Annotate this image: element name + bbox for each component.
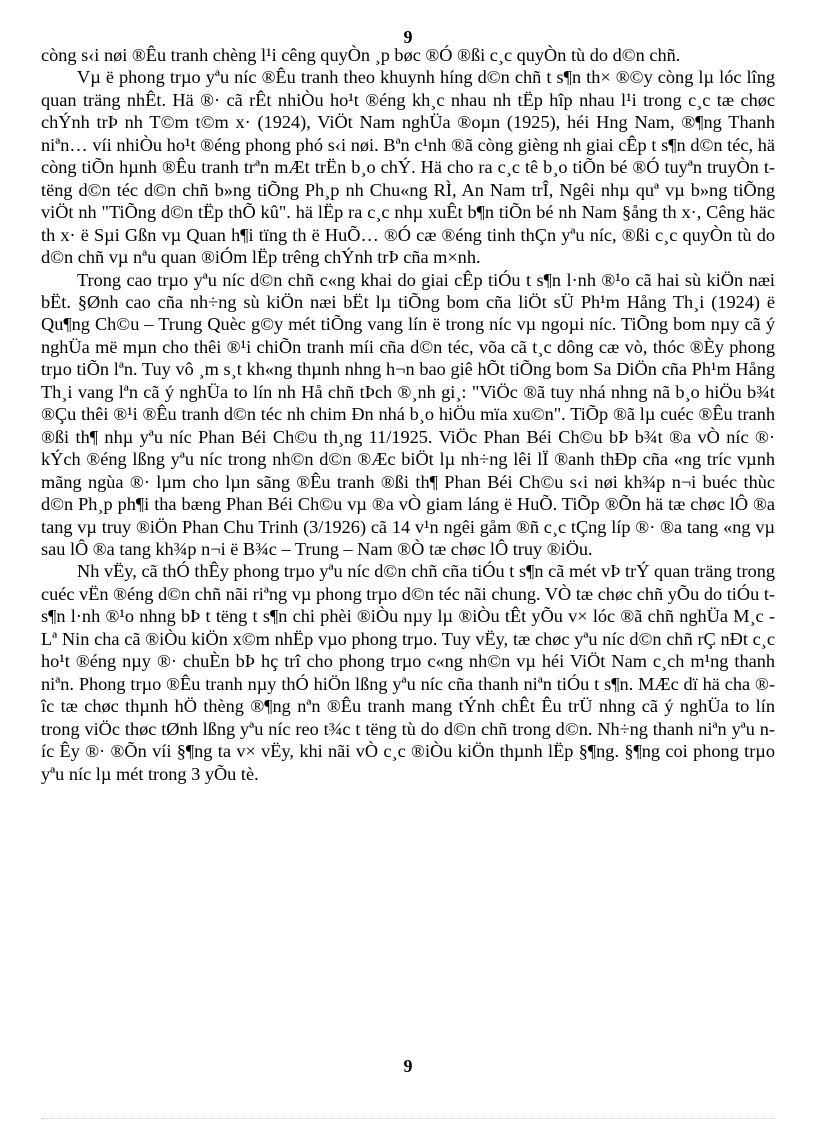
body-text	[41, 44, 775, 785]
page-number-bottom: 9	[403, 1056, 413, 1076]
paragraph-4: Nh vËy, cã thÓ thÊy phong trµo yªu níc d©n chñ cña tiÓu t s¶n cã mét vÞ trÝ quan träng trong cuéc vËn ®éng d©n chñ nãi riªng vµ phong trµo d©n téc nãi chung. VÒ tæ chøc chñ yÕu do tiÓu t s¶n l·nh ®¹o nhng bÞ t tëng t s¶n chi phèi ®iÒu nµy lµ ®iÒu tÊt yÕu v× lóc ®ã chñ nghÜa M¸c - Lª Nin cha cã ®iÒu kiÖn x©m nhËp vµo phong trµo. Tuy vËy, tæ chøc yªu níc d©n chñ rÇ nÐt c¸c ho¹t ®éng nµy ®· chuÈn bÞ hç trî cho phong trµo c«ng nh©n vµ héi ViÖt Nam c¸ch m¹ng thanh niªn. Phong trµo ®Êu tranh nµy thÓ hiÖn lßng yªu níc cña thanh niªn tiÓu t s¶n. MÆc dï hä cha ®îc tæ chøc thµnh hÖ thèng ®¶ng nªn ®Êu tranh mang tÝnh chÊt Êu trÜ nhng cã ý nghÜa to lín trong viÖc thøc tØnh lßng yªu níc reo t¾c t tëng tù do d©n chñ trong d©n. Nh÷ng thanh niªn yªu níc Êy ®· ®Õn víi §¶ng ta v× vËy, khi nãi vÒ c¸c ®iÒu kiÖn thµnh lËp §¶ng. §¶ng coi phong trµo yªu níc lµ mét trong 3 yÕu tè.	[41, 561, 775, 784]
paragraph-1: còng s‹i nøi ®Êu tranh chèng l¹i cêng quyÒn ¸p bøc ®Ó ®ßi c¸c quyÒn tù do d©n chñ.	[41, 45, 681, 65]
paragraph-3: Trong cao trµo yªu níc d©n chñ c«ng khai do giai cÊp tiÓu t s¶n l·nh ®¹o cã hai sù kiÖn næi bËt. §Ønh cao cña nh÷ng sù kiÖn næi bËt lµ tiÕng bom cña liÖt sÜ Ph¹m Hång Th¸i (1924) ë Qu¶ng Ch©u – Trung Quèc g©y mét tiÕng vang lín ë trong níc vµ ngoµi níc. TiÕng bom nµy cã ý nghÜa më mµn cho thêi ®¹i chiÕn tranh míi cña d©n téc, võa cã t¸c dông cæ vò, thóc ®Èy phong trµo tiÕn lªn. Tuy vô ¸m s¸t kh«ng thµnh nhng h¬n bao giê hÕt tiÕng bom Sa DiÖn cña Ph¹m Hång Th¸i vang lªn cã ý nghÜa to lín nh Hå chñ tÞch ®¸nh gi¸: "ViÖc ®ã tuy nhá nhng nã b¸o hiÖu b¾t ®Çu thêi ®¹i ®Êu tranh d©n téc nh chim Ðn nhá b¸o hiÖu mïa xu©n". TiÕp ®ã lµ cuéc ®Êu tranh ®ßi th¶ nhµ yªu níc Phan Béi Ch©u th¸ng 11/1925. ViÖc Phan Béi Ch©u bÞ b¾t ®a vÒ níc ®· kÝch ®éng lßng yªu níc trong nh©n d©n ®Æc biÖt lµ nh÷ng lêi lÏ ®anh thÐp cña «ng tríc vµnh mãng ngùa ®· lµm cho lµn sãng ®Êu tranh ®ßi th¶ Phan Béi Ch©u s‹i nøi kh¾p n¬i buéc thùc d©n Ph¸p ph¶i tha bæng Phan Béi Ch©u vµ ®a vÒ giam láng ë HuÕ. TiÕp ®Õn hä tæ chøc lÔ ®a tang vµ truy ®iÖn Phan Chu Trinh (3/1926) cã 14 v¹n ngêi gåm ®ñ c¸c tÇng líp ®· ®a tang «ng vµ sau lÔ ®a tang kh¾p n¬i ë B¾c – Trung – Nam ®Ò tæ chøc lÔ truy ®iÖu.	[41, 269, 775, 559]
page-number-top: 9	[403, 27, 413, 47]
paragraph-2: Vµ ë phong trµo yªu níc ®Êu tranh theo khuynh híng d©n chñ t s¶n th× ®©y còng lµ lóc lîng quan träng nhÊt. Hä ®· cã rÊt nhiÒu ho¹t ®éng kh¸c nhau nh tËp hîp nhau l¹i trong c¸c tæ chøc chÝnh trÞ nh T©m t©m x· (1924), ViÖt Nam nghÜa ®oµn (1925), héi Hng Nam, ®¶ng Thanh niªn… víi nhiÒu ho¹t ®éng phong phó s‹i nøi. Bªn c¹nh ®ã còng gièng nh giai cÊp t s¶n d©n téc, hä còng tiÕn hµnh ®Êu tranh trªn mÆt trËn b¸o chÝ. Hä cho ra c¸c tê b¸o tiÕn bé ®Ó tuyªn truyÒn t tëng d©n téc d©n chñ b»ng tiÕng Ph¸p nh Chu«ng RÌ, An Nam trÎ, Ngêi nhµ quª vµ b»ng tiÕng viÖt nh "TiÕng d©n tËp thÕ kû". hä lËp ra c¸c nhµ xuÊt b¶n tiÕn bé nh Nam §ång th x·, Cêng häc th x· ë Sµi Gßn vµ Quan h¶i tïng th ë HuÕ… ®Ó cæ ®éng tinh thÇn yªu níc, ®ßi c¸c quyÒn tù do d©n chñ vµ nªu quan ®iÓm lËp trêng chÝnh trÞ cña m×nh.	[41, 67, 775, 268]
footer-divider	[41, 1118, 775, 1119]
